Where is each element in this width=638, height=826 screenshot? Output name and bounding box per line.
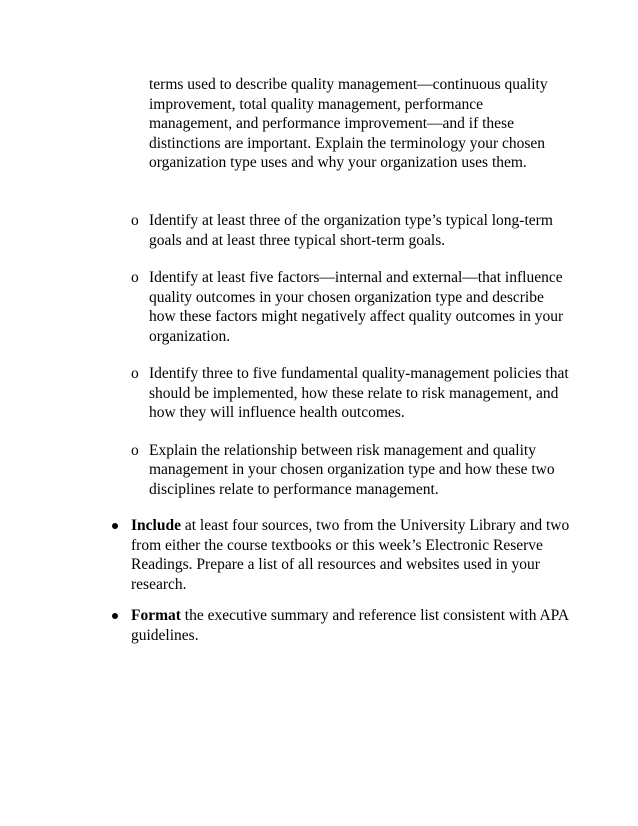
sub-list-item (131, 364, 571, 423)
sub-item-text: Identify three to five fundamental quality-management policies that should be implemented, how these relate to risk management, and how they will influence health outcomes. (149, 365, 569, 421)
sub-list-item (131, 211, 571, 250)
bullet-list-item (110, 516, 570, 594)
circle-bullet-icon: o (131, 269, 139, 286)
bullet-text: at least four sources, two from the University Library and two from either the course textbooks or this week’s Electronic Reserve Readings. Prepare a list of all resources and websites used in your research. (131, 517, 570, 593)
circle-bullet-icon: o (131, 212, 139, 229)
bullet-dot-icon (112, 523, 118, 529)
bullet-list (110, 516, 570, 657)
continuation-paragraph: terms used to describe quality management—continuous quality improvement, total quality management, performance management, and performance improvement—and if these distinctions are important. Explain the terminology your chosen organization type uses and why your organization uses them. (149, 76, 548, 171)
bullet-text: the executive summary and reference list consistent with APA guidelines. (131, 607, 569, 644)
bullet-list-item (110, 606, 570, 645)
sub-list-item (131, 268, 571, 346)
circle-bullet-icon: o (131, 365, 139, 382)
sub-list (131, 211, 571, 517)
sub-item-text: Identify at least three of the organization type’s typical long-term goals and at least three typical short-term goals. (149, 212, 553, 249)
sub-list-item (131, 441, 571, 500)
sub-item-text: Explain the relationship between risk management and quality management in your chosen organization type and how these two disciplines relate to performance management. (149, 441, 555, 498)
circle-bullet-icon: o (131, 441, 139, 459)
bullet-keyword: Include (131, 517, 181, 534)
bullet-dot-icon (112, 613, 118, 619)
bullet-keyword: Format (131, 607, 181, 624)
sub-item-text: Identify at least five factors—internal and external—that influence quality outcomes in your chosen organization type and describe how these factors might negatively affect quality outcomes in your organization. (149, 269, 564, 345)
